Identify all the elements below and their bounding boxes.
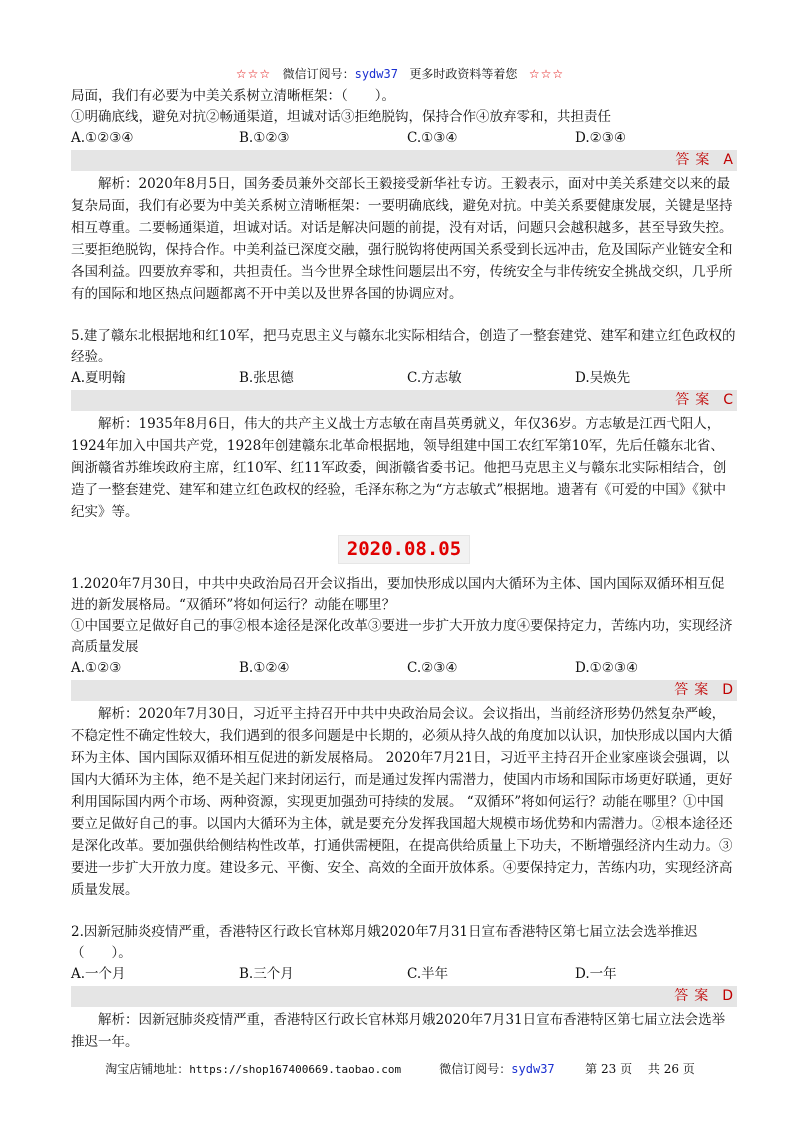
analysis-text: 解析：1935年8月6日，伟大的共产主义战士方志敏在南昌英勇就义，年仅36岁。方志敏是江西弋阳人，1924年加入中国共产党，1928年创建赣东北革命根据地，领导组建中国工农红军第10军，先后任赣东北省、闽浙赣省苏维埃政府主席，红10军、红11军政委，闽浙赣省委书记。他把马克思主义与赣东北实际相结合，创造了一整套建党、建军和建立红色政权的经验，毛泽东称之为“方志敏式”根据地。遗著有《可爱的中国》《狱中纪实》等。 <box>71 416 727 520</box>
option-list <box>71 658 737 679</box>
option-b: B.张思德 <box>239 370 294 386</box>
question-stem: 2.因新冠肺炎疫情严重，香港特区行政长官林郑月娥2020年7月31日宣布香港特区第七届立法会选举推迟（ ）。 <box>71 924 698 961</box>
question-1 <box>71 574 737 901</box>
header-tagline: 更多时政资料等着您 <box>409 67 518 81</box>
question-stem: 局面，我们有必要为中美关系树立清晰框架：（ ）。 <box>71 88 395 104</box>
answer-value: D <box>722 988 733 1004</box>
page-header <box>0 66 800 82</box>
option-b: B.①②④ <box>239 660 290 676</box>
answer-label: 答案 <box>675 392 716 408</box>
answer-bar <box>71 150 737 171</box>
footer-wechat-label: 微信订阅号： <box>439 1062 512 1076</box>
option-a: A.①②③ <box>71 660 122 676</box>
option-a: A.夏明翰 <box>71 370 126 386</box>
answer-label: 答案 <box>674 988 715 1004</box>
page-number: 第 23 页 共 26 页 <box>585 1062 695 1076</box>
option-d: D.一年 <box>575 966 617 982</box>
option-c: C.方志敏 <box>407 370 462 386</box>
page-content <box>71 86 737 1053</box>
analysis-text: 解析：2020年8月5日，国务委员兼外交部长王毅接受新华社专访。王毅表示，面对中美关系建交以来的最复杂局面，我们有必要为中美关系树立清晰框架：一要明确底线，避免对抗。中美关系要健康发展，关键是坚持相互尊重。二要畅通渠道，坦诚对话。对话是解决问题的前提，没有对话，问题只会越积越多，甚至导致失控。三要拒绝脱钩，保持合作。中美利益已深度交融，强行脱钩将使两国关系受到长远冲击，危及国际产业链安全和各国利益。四要放弃零和，共担责任。当今世界全球性问题层出不穷，传统安全与非传统安全挑战交织，几乎所有的国际和地区热点问题都离不开中美以及世界各国的协调应对。 <box>71 176 733 302</box>
page-footer <box>0 1061 800 1078</box>
spacer <box>71 901 737 922</box>
answer-label: 答案 <box>674 682 715 698</box>
answer-bar <box>71 390 737 411</box>
option-c: C.①③④ <box>407 130 458 146</box>
footer-account: sydw37 <box>511 1062 555 1076</box>
question-stem: 5.建了赣东北根据地和红10军，把马克思主义与赣东北实际相结合，创造了一整套建党、建军和建立红色政权的经验。 <box>71 328 736 365</box>
question-4 <box>71 86 737 305</box>
answer-value: D <box>722 682 733 698</box>
question-2 <box>71 922 737 1053</box>
option-d: D.①②③④ <box>575 660 639 676</box>
option-d: D.吴焕先 <box>575 370 631 386</box>
answer-value: C <box>723 392 733 408</box>
date-heading: 2020.08.05 <box>338 535 470 564</box>
option-list <box>71 368 737 389</box>
date-heading-wrap <box>71 535 737 564</box>
option-list <box>71 964 737 985</box>
spacer <box>71 305 737 326</box>
analysis-text: 解析：2020年7月30日，习近平主持召开中共中央政治局会议。会议指出，当前经济形势仍然复杂严峻，不稳定性不确定性较大，我们遇到的很多问题是中长期的，必须从持久战的角度加以认识，加快形成以国内大循环为主体、国内国际双循环相互促进的新发展格局。 2020年7月21日，习近平主持召开企业家座谈会强调，以国内大循环为主体，绝不是关起门来封闭运行，而是通过发挥内需潜力，使国内市场和国际市场更好联通，更好利用国际国内两个市场、两种资源，实现更加强劲可持续的发展。 “双循环”将如何运行？动能在哪里？①中国要立足做好自己的事。以国内大循环为主体，就是要充分发挥我国超大规模市场优势和内需潜力。②根本途径还是深化改革。要加强供给侧结构性改革，打通供需梗阻，在提高供给质量上下功夫，不断增强经济内生动力。③要进一步扩大开放力度。建设多元、平衡、安全、高效的全面开放体系。④要保持定力，苦练内功，实现经济高质量发展。 <box>71 706 733 898</box>
option-a: A.①②③④ <box>71 130 134 146</box>
answer-value: A <box>723 152 733 168</box>
answer-label: 答案 <box>675 152 716 168</box>
option-a: A.一个月 <box>71 966 126 982</box>
header-account: sydw37 <box>354 67 398 81</box>
answer-bar <box>71 680 737 701</box>
stars-right: ☆☆☆ <box>528 67 565 81</box>
option-b: B.三个月 <box>239 966 294 982</box>
question-5 <box>71 326 737 523</box>
question-choices: ①中国要立足做好自己的事②根本途径是深化改革③要进一步扩大开放力度④要保持定力，苦练内功，实现经济高质量发展 <box>71 618 733 655</box>
option-b: B.①②③ <box>239 130 290 146</box>
option-d: D.②③④ <box>575 130 626 146</box>
question-choices: ①明确底线，避免对抗②畅通渠道，坦诚对话③拒绝脱钩，保持合作④放弃零和，共担责任 <box>71 109 611 125</box>
question-stem: 1.2020年7月30日，中共中央政治局召开会议指出，要加快形成以国内大循环为主体、国内国际双循环相互促进的新发展格局。“双循环”将如何运行？动能在哪里？ <box>71 576 725 613</box>
footer-shop-url[interactable]: https://shop167400669.taobao.com <box>189 1063 402 1076</box>
option-list <box>71 128 737 149</box>
option-c: C.半年 <box>407 966 449 982</box>
option-c: C.②③④ <box>407 660 458 676</box>
analysis-text: 解析：因新冠肺炎疫情严重，香港特区行政长官林郑月娥2020年7月31日宣布香港特区第七届立法会选举推迟一年。 <box>71 1012 726 1050</box>
header-wechat-label: 微信订阅号： <box>282 67 355 81</box>
footer-shop-label: 淘宝店铺地址： <box>105 1062 190 1076</box>
stars-left: ☆☆☆ <box>235 67 272 81</box>
answer-bar <box>71 986 737 1007</box>
